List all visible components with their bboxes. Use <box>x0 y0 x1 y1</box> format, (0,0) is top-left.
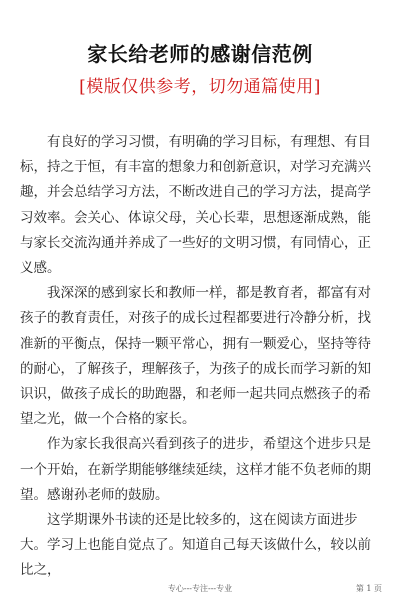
page-title: 家长给老师的感谢信范例 <box>87 42 313 66</box>
paragraph-2: 我深深的感到家长和教师一样，都是教育者，都富有对孩子的教育责任，对孩子的成长过程都要进行冷静分析，找准新的平衡点，保持一颗平常心，拥有一颗爱心，坚持等待的耐心，了解孩子，理解孩子，为孩子的成长而学习新的知识识，做孩子成长的助跑器，和老师一起共同点燃孩子的希望之光，做一个合格的家长。 <box>20 285 371 428</box>
document-body <box>20 130 384 584</box>
footer-slogan: 专心---专注---专业 <box>167 584 233 593</box>
paragraph-3: 作为家长我很高兴看到孩子的进步，希望这个进步只是一个开始，在新学期能够继续延续，这样才能不负老师的期望。感谢孙老师的鼓励。 <box>20 436 371 503</box>
page-subtitle: [模版仅供参考，切勿通篇使用] <box>79 77 321 97</box>
paragraph-4: 这学期课外书读的还是比较多的，这在阅读方面进步大。学习上也能自觉点了。知道自己每天该做什么，较以前比之， <box>20 512 371 579</box>
page-number: 第 1 页 <box>355 584 382 593</box>
paragraph-1: 有良好的学习习惯，有明确的学习目标，有理想、有目标，持之于恒，有丰富的想象力和创新意识，对学习充满兴趣，并会总结学习方法，不断改进自己的学习方法，提高学习效率。会关心、体谅父母，关心长辈，思想逐渐成熟，能与家长交流沟通并养成了一些好的文明习惯，有同情心，正义感。 <box>20 134 371 277</box>
